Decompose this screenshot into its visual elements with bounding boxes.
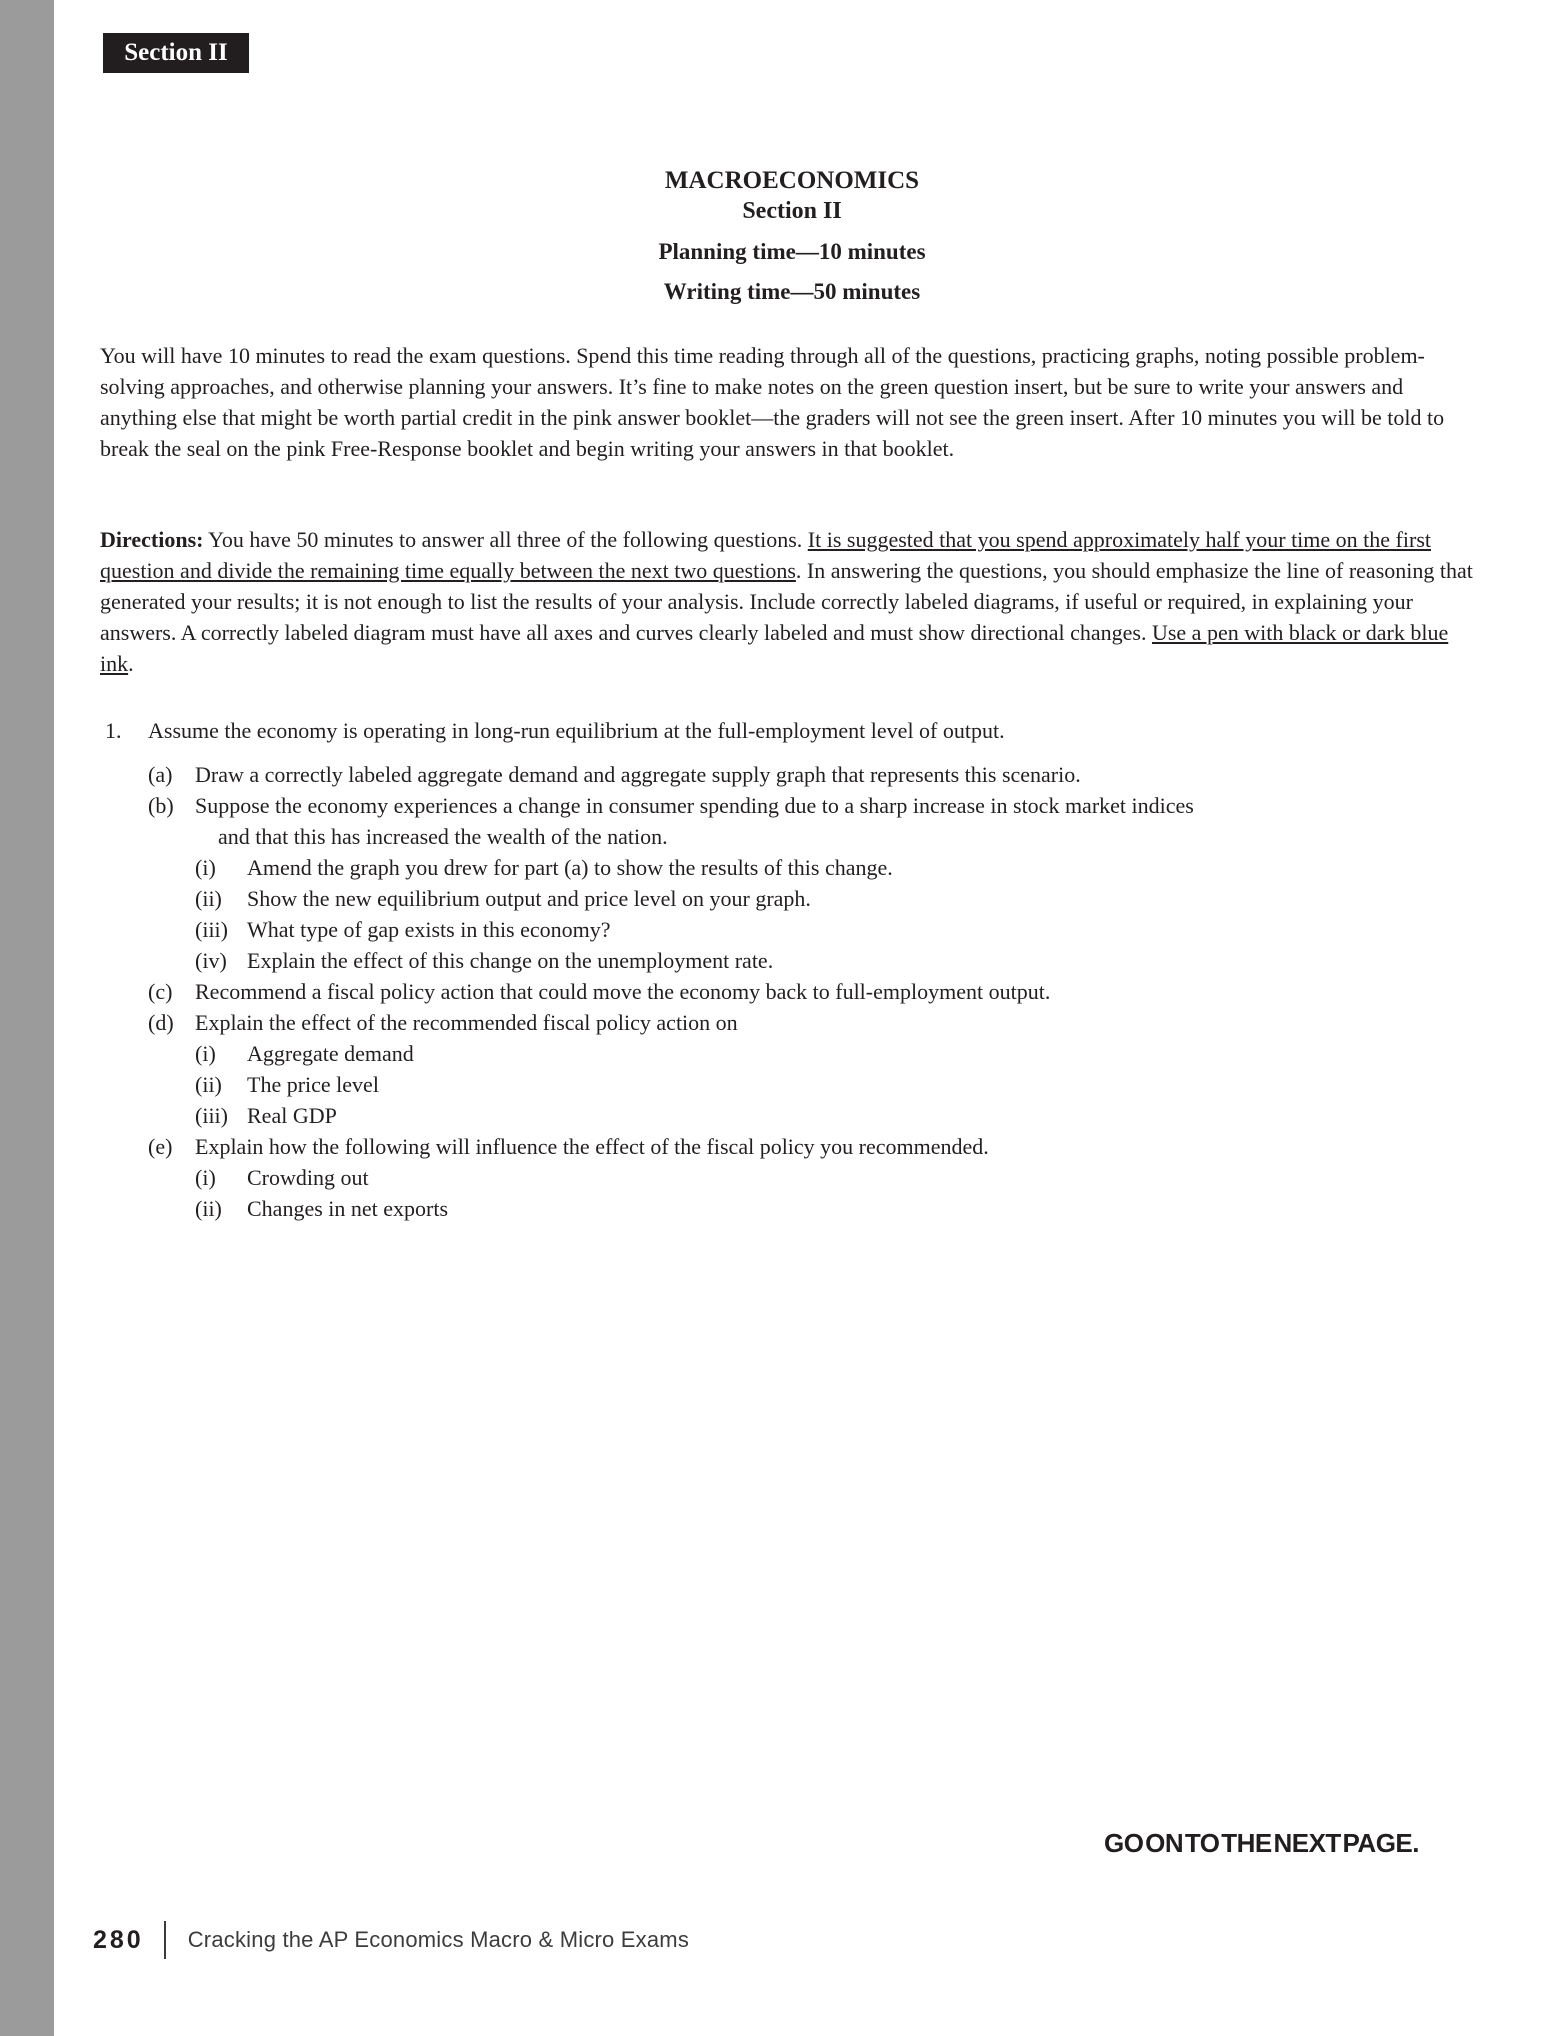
part-e-text: Explain how the following will influence the effect of the fiscal policy you recommended. <box>195 1134 989 1159</box>
part-d-text: Explain the effect of the recommended fiscal policy action on <box>195 1010 738 1035</box>
directions-middle: . In answering the questions, you should emphasize the line of reasoning that generated your results; it is not enough to list the results of your analysis. Include correctly labeled diagrams, if useful or required, in explaining your answers. A correctly labeled diagram must have all axes and curves clearly labeled and must show directional changes. <box>100 558 1473 645</box>
part-d-label: (d) <box>148 1010 174 1035</box>
page-footer <box>93 1921 689 1959</box>
part-b-label: (b) <box>148 793 174 818</box>
part-b <box>100 790 1484 852</box>
section-tab-label: Section II <box>124 39 228 66</box>
part-a <box>100 759 1484 790</box>
part-b-subitem-iii <box>100 914 1484 945</box>
part-b-text: Suppose the economy experiences a change in consumer spending due to a sharp increase in stock market indices <box>195 793 1194 818</box>
question-parts <box>100 759 1484 1224</box>
part-e-subitem-i-text: Crowding out <box>247 1165 369 1190</box>
exam-section-heading: Section II <box>742 198 842 224</box>
part-c <box>100 976 1484 1007</box>
exam-title: MACROECONOMICS <box>664 167 920 194</box>
part-b-subitem-i <box>100 852 1484 883</box>
question-stem: Assume the economy is operating in long-run equilibrium at the full-employment level of output. <box>148 718 1005 743</box>
part-a-label: (a) <box>148 762 173 787</box>
go-on-note: GO ON TO THE NEXT PAGE. <box>1103 1828 1419 1858</box>
part-d-subitem-i-text: Aggregate demand <box>247 1041 414 1066</box>
part-e-subitem-ii-label: (ii) <box>195 1196 222 1221</box>
directions-underlined-2: Use a pen with black or dark blue ink <box>100 620 1449 676</box>
part-e-label: (e) <box>148 1134 173 1159</box>
part-b-text-continuation: and that this has increased the wealth of the nation. <box>218 824 668 849</box>
writing-time: Writing time—50 minutes <box>663 279 921 304</box>
part-e-subitem-i-label: (i) <box>195 1165 216 1190</box>
directions-underlined-1: It is suggested that you spend approximately half your time on the first question and divide the remaining time equally between the next two questions <box>100 527 1431 583</box>
planning-time: Planning time—10 minutes <box>658 239 926 264</box>
part-e-subitem-i <box>100 1162 1484 1193</box>
part-b-subitem-iv-text: Explain the effect of this change on the unemployment rate. <box>247 948 774 973</box>
directions-paragraph <box>100 524 1484 679</box>
part-d-subitem-ii <box>100 1069 1484 1100</box>
exam-header <box>100 165 1484 307</box>
part-d-subitem-iii-label: (iii) <box>195 1103 228 1128</box>
part-d-subitem-iii <box>100 1100 1484 1131</box>
part-b-subitem-i-text: Amend the graph you drew for part (a) to show the results of this change. <box>247 855 893 880</box>
intro-paragraph: You will have 10 minutes to read the exam questions. Spend this time reading through all of the questions, practicing graphs, noting possible problem-solving approaches, and otherwise planning your answers. It’s fine to make notes on the green question insert, but be sure to write your answers and anything else that might be worth partial credit in the pink answer booklet—the graders will not see the green insert. After 10 minutes you will be told to break the seal on the pink Free-Response booklet and begin writing your answers in that booklet. <box>100 343 1445 461</box>
part-d-subitem-iii-text: Real GDP <box>247 1103 337 1128</box>
question-1 <box>100 715 1484 1224</box>
book-title: Cracking the AP Economics Macro & Micro Exams <box>187 1927 690 1952</box>
part-e <box>100 1131 1484 1162</box>
part-b-subitem-iii-text: What type of gap exists in this economy? <box>247 917 611 942</box>
question-number: 1. <box>105 718 122 743</box>
part-b-subitem-iv <box>100 945 1484 976</box>
directions-end: . <box>128 651 134 676</box>
part-d-subitem-i-label: (i) <box>195 1041 216 1066</box>
part-b-subitem-iv-label: (iv) <box>195 948 227 973</box>
part-e-subitem-ii <box>100 1193 1484 1224</box>
part-b-subitem-iii-label: (iii) <box>195 917 228 942</box>
directions-intro: You have 50 minutes to answer all three of the following questions. <box>203 527 808 552</box>
part-b-subitem-ii-text: Show the new equilibrium output and price level on your graph. <box>247 886 811 911</box>
part-b-subitem-i-label: (i) <box>195 855 216 880</box>
part-d-subitem-ii-text: The price level <box>247 1072 379 1097</box>
part-c-label: (c) <box>148 979 173 1004</box>
section-tab <box>103 33 249 73</box>
part-c-text: Recommend a fiscal policy action that could move the economy back to full-employment output. <box>195 979 1051 1004</box>
footer-divider <box>164 1921 166 1959</box>
part-b-subitem-ii-label: (ii) <box>195 886 222 911</box>
sidebar-strip <box>0 0 54 2036</box>
part-e-subitem-ii-text: Changes in net exports <box>247 1196 449 1221</box>
directions-label: Directions: <box>100 527 204 552</box>
part-d <box>100 1007 1484 1038</box>
part-b-subitem-ii <box>100 883 1484 914</box>
part-a-text: Draw a correctly labeled aggregate demand and aggregate supply graph that represents this scenario. <box>195 762 1081 787</box>
question-stem-row <box>100 715 1484 746</box>
part-d-subitem-ii-label: (ii) <box>195 1072 222 1097</box>
part-d-subitem-i <box>100 1038 1484 1069</box>
page-number: 280 <box>93 1925 144 1954</box>
